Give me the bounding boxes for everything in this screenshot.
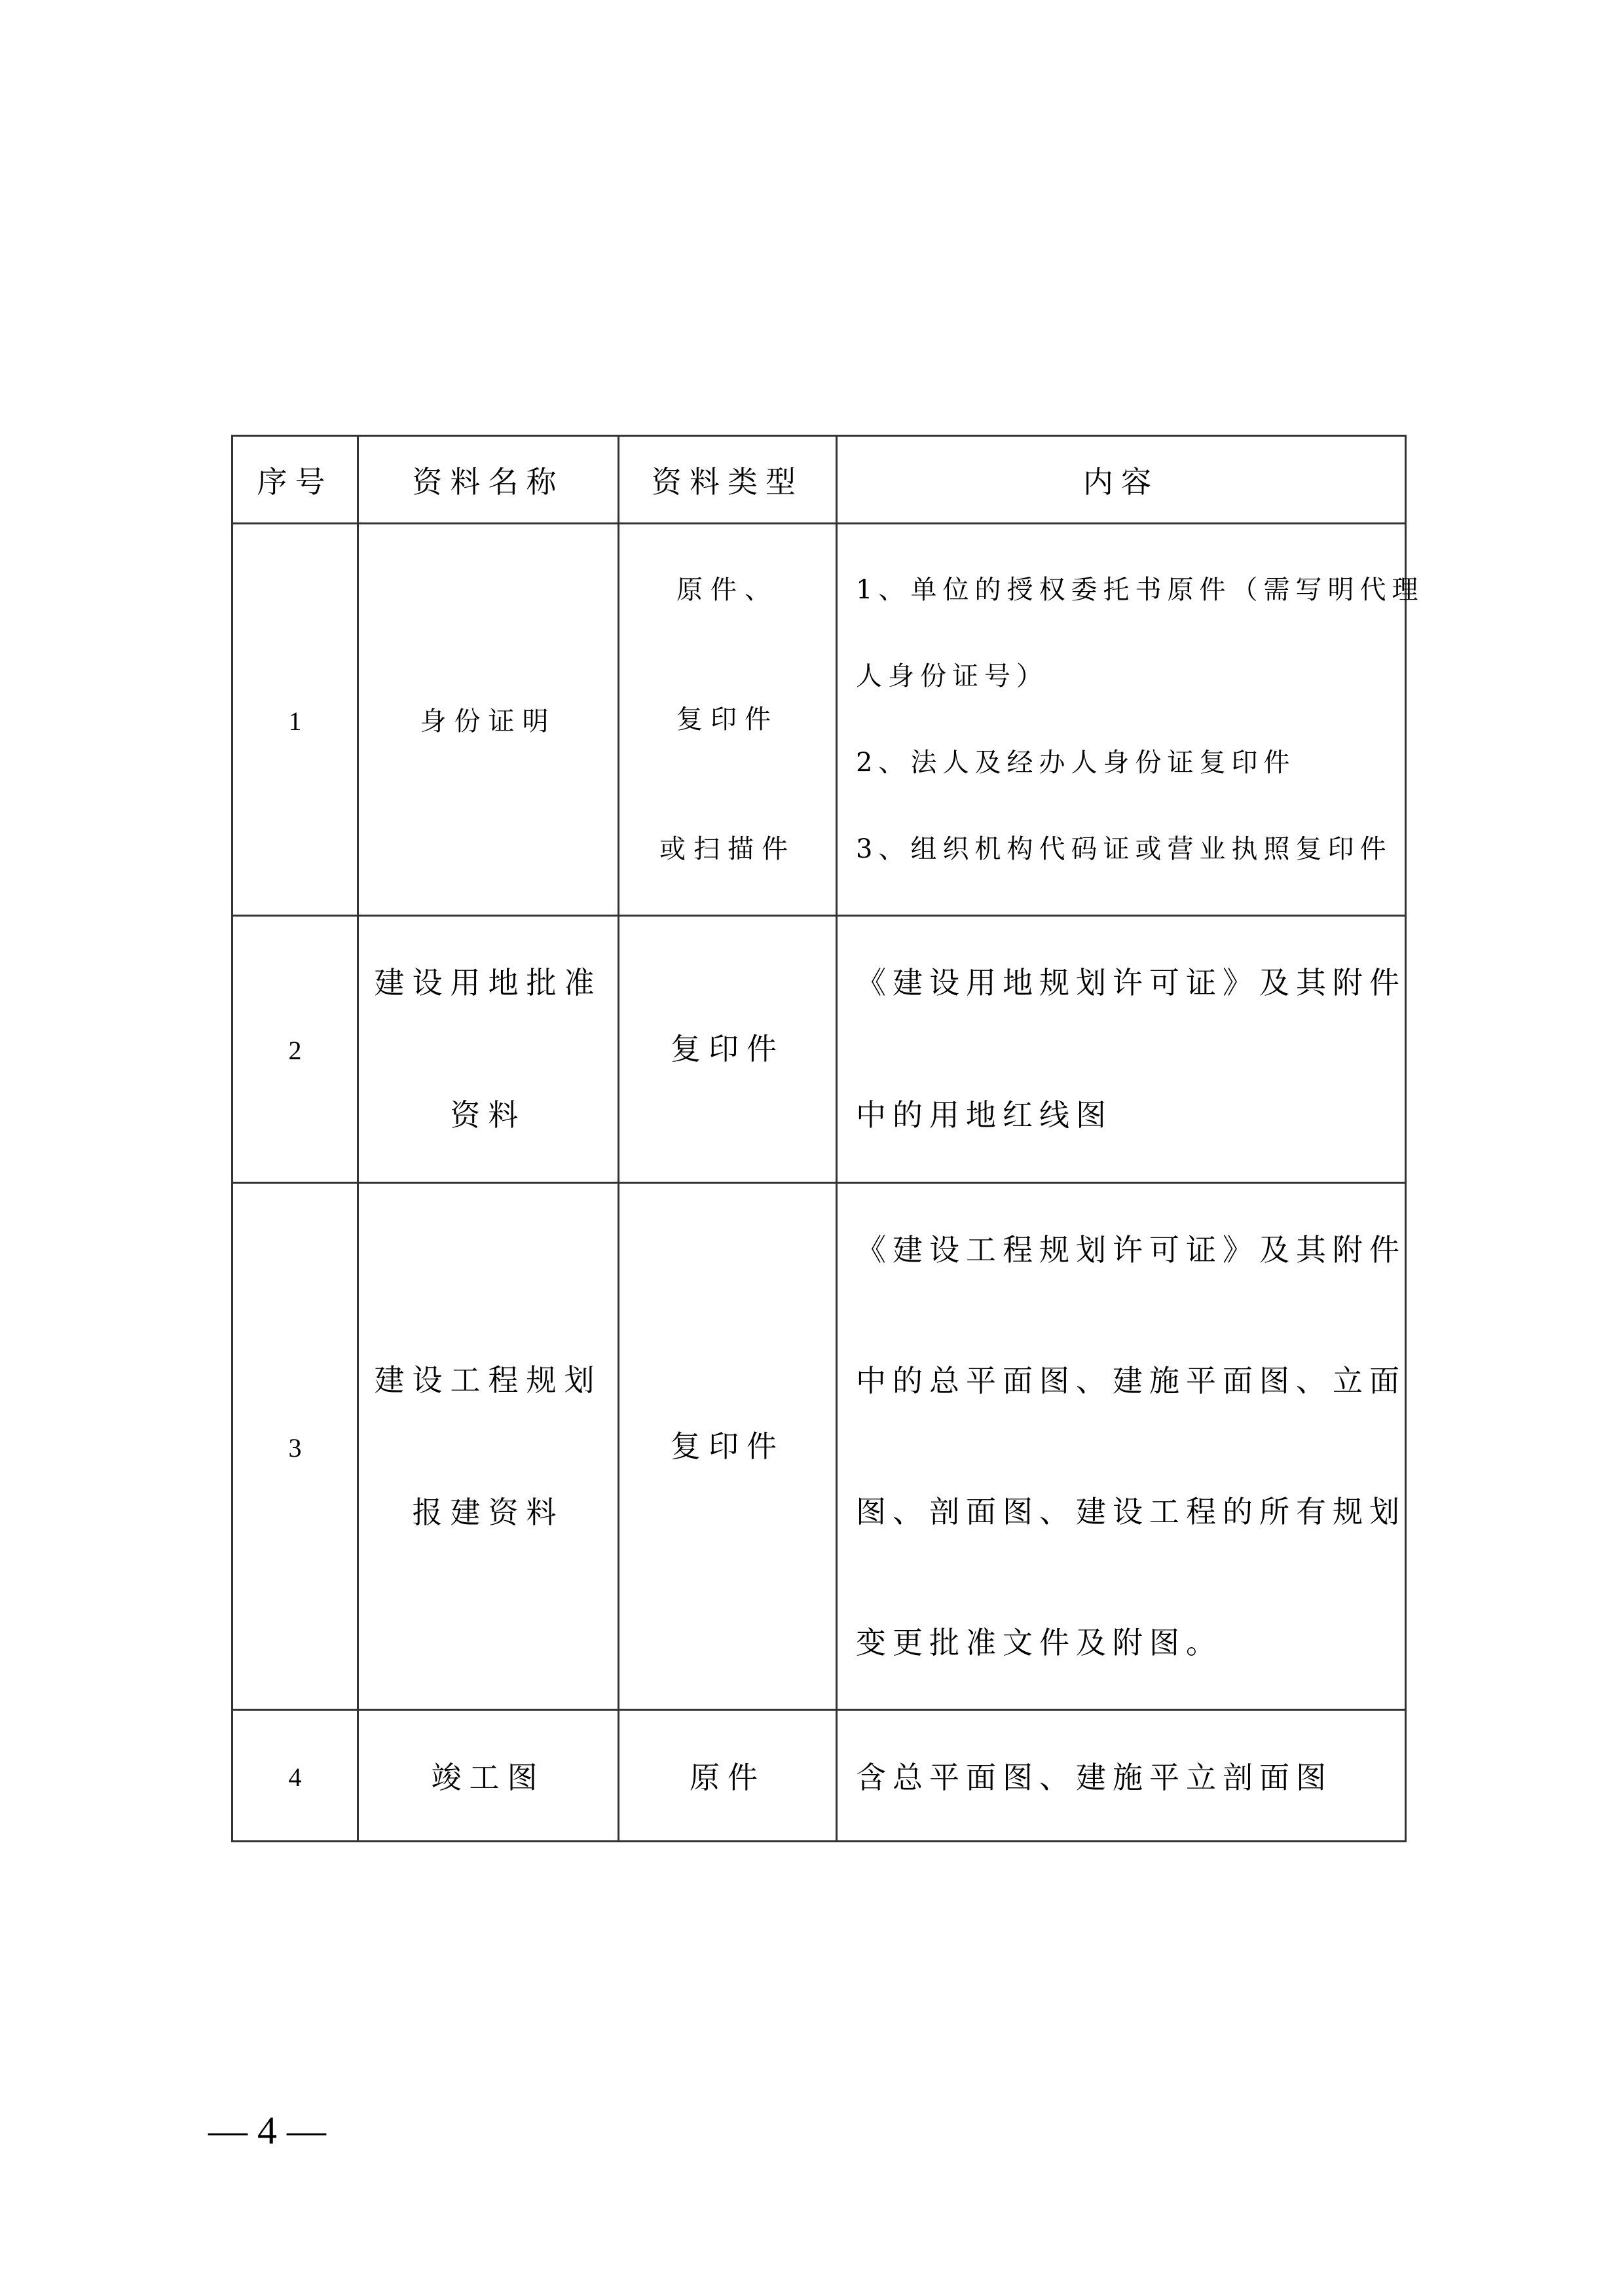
row-content <box>837 1710 1406 1842</box>
row-content <box>837 1182 1406 1709</box>
header-serial-number: 序号 <box>232 436 358 524</box>
serial-number-text: 1 <box>288 706 302 736</box>
table-row <box>232 1182 1406 1709</box>
material-type-line: 原件 <box>690 1760 766 1796</box>
row-material-type <box>619 524 837 916</box>
table-row <box>232 915 1406 1182</box>
content-line: 2、法人及经办人身份证复印件 <box>856 747 1296 778</box>
material-type-line: 原件、 <box>676 574 779 605</box>
content-line: 《建设工程规划许可证》及其附件 <box>856 1232 1406 1268</box>
material-name-line: 建设工程规划 <box>374 1362 602 1398</box>
row-content <box>837 915 1406 1182</box>
serial-number-text: 3 <box>288 1433 302 1463</box>
material-name-line: 竣工图 <box>431 1760 545 1796</box>
table-header-row <box>232 436 1406 524</box>
material-type-line: 复印件 <box>671 1429 784 1465</box>
row-material-name <box>358 1182 619 1709</box>
header-material-name: 资料名称 <box>358 436 619 524</box>
row-serial-number <box>232 915 358 1182</box>
row-serial-number <box>232 1710 358 1842</box>
material-name-line: 身份证明 <box>420 706 557 737</box>
content-line: 变更批准文件及附图。 <box>856 1625 1223 1661</box>
header-content: 内容 <box>837 436 1406 524</box>
material-type-line: 复印件 <box>676 704 779 735</box>
material-type-line: 复印件 <box>671 1031 784 1067</box>
row-content <box>837 524 1424 916</box>
content-line: 含总平面图、建施平立剖面图 <box>856 1760 1333 1796</box>
materials-table <box>231 435 1424 1842</box>
row-material-name <box>358 524 619 916</box>
row-material-name <box>358 1710 619 1842</box>
row-material-name <box>358 915 619 1182</box>
content-line: 《建设用地规划许可证》及其附件 <box>856 965 1406 1001</box>
row-serial-number <box>232 1182 358 1709</box>
material-name-line: 资料 <box>450 1097 526 1133</box>
content-line: 人身份证号） <box>856 661 1048 691</box>
table-row <box>232 1710 1406 1842</box>
page-number: — 4 — <box>208 2109 326 2152</box>
material-name-line: 报建资料 <box>412 1495 564 1531</box>
content-line: 1、单位的授权委托书原件（需写明代理 <box>856 574 1424 605</box>
row-material-type <box>619 915 837 1182</box>
content-line: 3、组织机构代码证或营业执照复印件 <box>856 833 1392 864</box>
content-line: 图、剖面图、建设工程的所有规划 <box>856 1494 1406 1530</box>
row-material-type <box>619 1710 837 1842</box>
material-type-line: 或扫描件 <box>659 833 796 864</box>
material-name-line: 建设用地批准 <box>374 965 602 1001</box>
header-material-type: 资料类型 <box>619 436 837 524</box>
content-line: 中的用地红线图 <box>856 1097 1113 1133</box>
table-row <box>232 524 1406 916</box>
serial-number-text: 2 <box>288 1036 302 1066</box>
row-serial-number <box>232 524 358 916</box>
serial-number-text: 4 <box>288 1762 302 1793</box>
row-material-type <box>619 1182 837 1709</box>
content-line: 中的总平面图、建施平面图、立面 <box>856 1363 1406 1399</box>
